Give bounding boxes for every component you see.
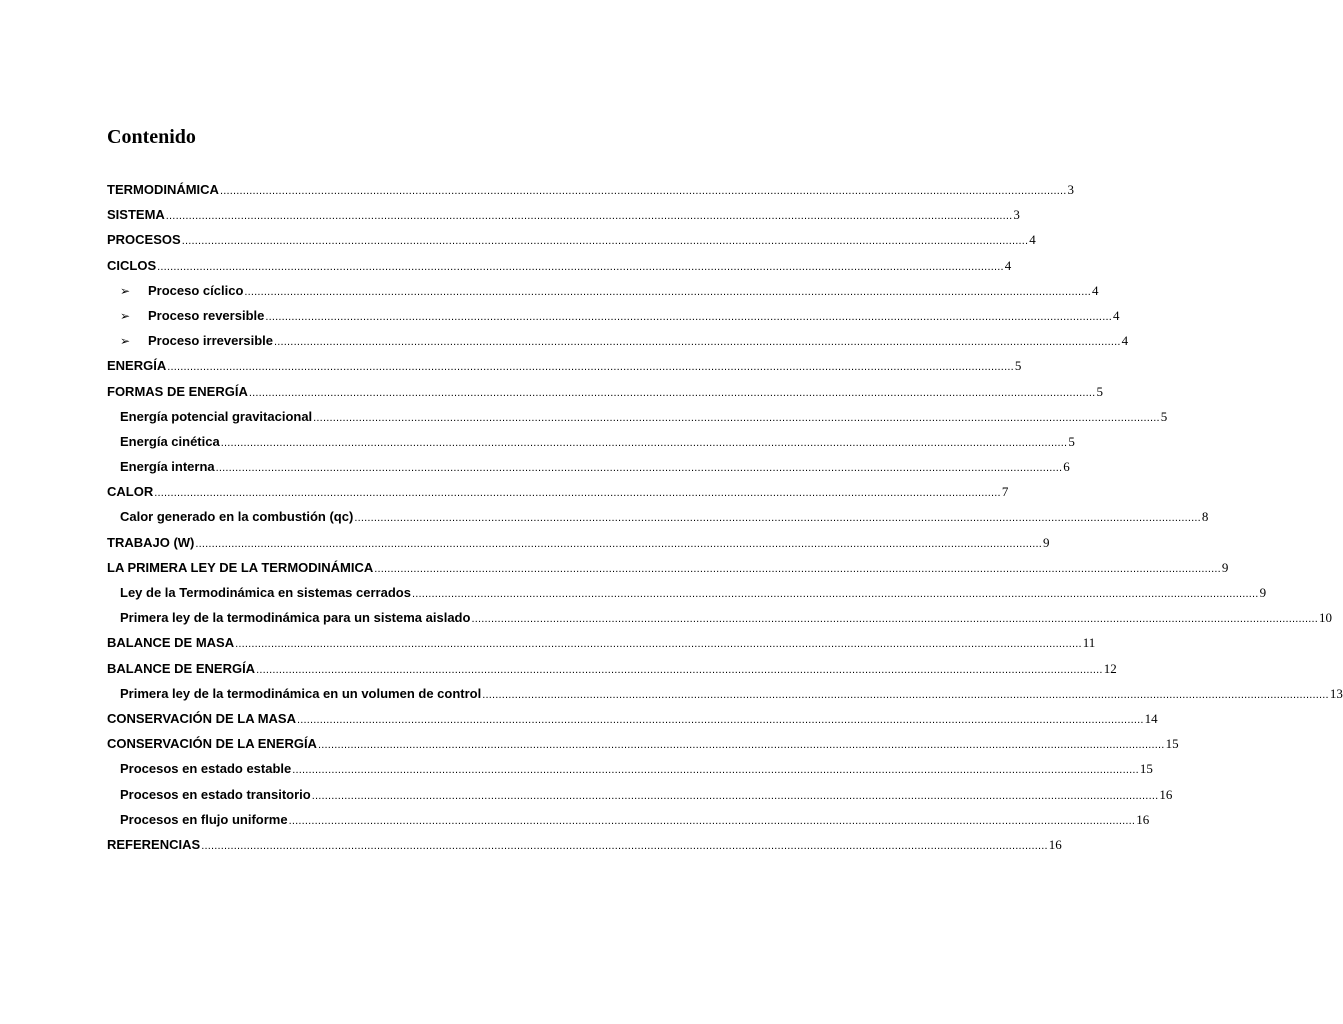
toc-page-number: 15 (1139, 761, 1153, 777)
toc-dot-leader: .................................................................................................................................................................................................................................................................... (471, 613, 1319, 626)
toc-page-number: 14 (1144, 710, 1158, 726)
toc-page-number: 4 (1004, 257, 1012, 273)
toc-dot-leader: .................................................................................................................................................................................................................................................................... (167, 361, 1014, 374)
toc-dot-leader: .................................................................................................................................................................................................................................................................... (274, 336, 1121, 349)
toc-dot-leader: .................................................................................................................................................................................................................................................................... (292, 764, 1139, 777)
toc-page-number: 10 (1319, 610, 1333, 626)
toc-dot-leader: .................................................................................................................................................................................................................................................................... (256, 663, 1103, 676)
toc-entry[interactable] (107, 328, 1129, 353)
toc-entry-label: SISTEMA (107, 207, 165, 223)
toc-dot-leader: .................................................................................................................................................................................................................................................................... (265, 310, 1112, 323)
toc-dot-leader: .................................................................................................................................................................................................................................................................... (244, 285, 1091, 298)
toc-page-number: 3 (1013, 207, 1020, 223)
toc-entry[interactable] (107, 580, 1267, 605)
toc-page-number: 13 (1329, 685, 1343, 701)
toc-entry[interactable] (107, 454, 1070, 479)
toc-entry-label: TRABAJO (W) (107, 534, 195, 550)
toc-entry-label: Ley de la Termodinámica en sistemas cerrados (120, 585, 411, 600)
toc-entry-label: BALANCE DE ENERGÍA (107, 660, 256, 676)
toc-entry[interactable] (107, 479, 1009, 504)
toc-page-number: 5 (1096, 383, 1103, 399)
toc-dot-leader: .................................................................................................................................................................................................................................................................... (313, 411, 1160, 424)
toc-dot-leader: .................................................................................................................................................................................................................................................................... (354, 512, 1201, 525)
toc-page-number: 11 (1082, 635, 1096, 651)
toc-dot-leader: .................................................................................................................................................................................................................................................................... (215, 462, 1063, 475)
arrow-bullet-icon: ➢ (120, 334, 131, 349)
toc-entry[interactable] (107, 353, 1022, 378)
toc-page-number: 4 (1121, 333, 1129, 349)
toc-page-number: 5 (1014, 358, 1022, 374)
toc-page-number: 9 (1043, 534, 1050, 550)
toc-dot-leader: .................................................................................................................................................................................................................................................................... (317, 739, 1165, 752)
toc-dot-leader: .................................................................................................................................................................................................................................................................... (154, 487, 1001, 500)
toc-page-number: 4 (1112, 307, 1120, 323)
toc-page-number: 5 (1068, 433, 1075, 449)
toc-page-number: 16 (1048, 836, 1062, 852)
toc-page-number: 8 (1201, 509, 1209, 525)
toc-entry-label: REFERENCIAS (107, 836, 201, 852)
toc-entry[interactable] (107, 177, 1075, 202)
toc-page-number: 6 (1063, 459, 1070, 475)
toc-page-number: 16 (1136, 811, 1150, 827)
toc-entry[interactable] (107, 530, 1050, 555)
toc-entry[interactable] (107, 379, 1103, 404)
toc-entry[interactable] (107, 404, 1168, 429)
toc-dot-leader: .................................................................................................................................................................................................................................................................... (248, 386, 1096, 399)
toc-dot-leader: .................................................................................................................................................................................................................................................................... (201, 839, 1048, 852)
toc-entry-label: Primera ley de la termodinámica para un sistema aislado (120, 610, 471, 626)
toc-page-number: 16 (1159, 786, 1173, 802)
toc-page-number: 3 (1067, 182, 1075, 197)
toc-dot-leader: .................................................................................................................................................................................................................................................................... (288, 814, 1136, 827)
toc-entry-label: CICLOS (107, 257, 157, 273)
toc-entry-label: PROCESOS (107, 232, 181, 248)
toc-entry-label: Procesos en estado estable (120, 761, 292, 777)
toc-entry-label: Calor generado en la combustión (qc) (120, 509, 354, 525)
toc-dot-leader: .................................................................................................................................................................................................................................................................... (235, 638, 1082, 651)
toc-page-number: 9 (1259, 585, 1267, 600)
toc-dot-leader: .................................................................................................................................................................................................................................................................... (195, 537, 1042, 550)
toc-entry-label: Primera ley de la termodinámica en un volumen de control (120, 685, 482, 701)
toc-page-number: 4 (1092, 282, 1099, 298)
toc-entry[interactable] (107, 656, 1117, 681)
toc-dot-leader: .................................................................................................................................................................................................................................................................... (220, 436, 1068, 449)
toc-entry[interactable] (107, 731, 1179, 756)
toc-entry-label: ENERGÍA (107, 358, 167, 374)
toc-page-number: 5 (1160, 408, 1168, 424)
toc-entry-label: Proceso irreversible (148, 333, 274, 349)
toc-entry[interactable] (107, 429, 1075, 454)
toc-entry[interactable] (107, 303, 1120, 328)
toc-dot-leader: .................................................................................................................................................................................................................................................................... (311, 789, 1159, 802)
toc-entry-label: Proceso reversible (148, 307, 265, 323)
toc-dot-leader: .................................................................................................................................................................................................................................................................... (482, 688, 1329, 701)
toc-entry[interactable] (107, 807, 1150, 832)
toc-dot-leader: .................................................................................................................................................................................................................................................................... (181, 235, 1029, 248)
toc-page-number: 9 (1221, 559, 1229, 575)
toc-entry[interactable] (107, 605, 1333, 630)
toc-entry-label: FORMAS DE ENERGÍA (107, 383, 248, 399)
toc-entry-label: Procesos en estado transitorio (120, 786, 311, 802)
toc-dot-leader: .................................................................................................................................................................................................................................................................... (157, 260, 1004, 273)
arrow-bullet-icon: ➢ (120, 283, 131, 298)
toc-dot-leader: .................................................................................................................................................................................................................................................................... (411, 588, 1259, 600)
toc-entry[interactable] (107, 832, 1062, 857)
toc-dot-leader: .................................................................................................................................................................................................................................................................... (219, 185, 1067, 197)
toc-entry-label: Energía potencial gravitacional (120, 408, 313, 424)
arrow-bullet-icon: ➢ (120, 308, 131, 323)
toc-entry[interactable] (107, 782, 1173, 807)
toc-entry[interactable] (107, 706, 1158, 731)
toc-entry[interactable] (107, 504, 1209, 529)
toc-entry-label: LA PRIMERA LEY DE LA TERMODINÁMICA (107, 559, 374, 575)
toc-page-number: 15 (1165, 736, 1179, 752)
toc-page-number: 12 (1103, 660, 1117, 676)
toc-dot-leader: .................................................................................................................................................................................................................................................................... (165, 210, 1013, 223)
toc-entry[interactable] (107, 227, 1036, 252)
toc-entry-label: CONSERVACIÓN DE LA MASA (107, 710, 296, 726)
toc-entry[interactable] (107, 202, 1020, 227)
table-of-contents (107, 177, 1343, 857)
toc-entry-label: Energía interna (120, 459, 215, 475)
toc-dot-leader: .................................................................................................................................................................................................................................................................... (374, 562, 1221, 575)
toc-title: Contenido (107, 126, 196, 148)
toc-entry-label: CALOR (107, 484, 154, 500)
toc-dot-leader: .................................................................................................................................................................................................................................................................... (297, 713, 1144, 726)
toc-entry-label: Energía cinética (120, 433, 220, 449)
toc-page-number: 4 (1029, 232, 1036, 248)
toc-entry-label: TERMODINÁMICA (107, 182, 219, 197)
toc-entry[interactable] (107, 253, 1012, 278)
toc-page-number: 7 (1001, 484, 1009, 500)
toc-entry-label: Proceso cíclico (148, 282, 244, 298)
toc-entry[interactable] (107, 630, 1096, 655)
toc-entry-label: CONSERVACIÓN DE LA ENERGÍA (107, 736, 317, 752)
toc-entry[interactable] (107, 555, 1229, 580)
toc-entry-label: Procesos en flujo uniforme (120, 811, 288, 827)
toc-entry[interactable] (107, 756, 1153, 781)
toc-entry-label: BALANCE DE MASA (107, 635, 235, 651)
toc-entry[interactable] (107, 278, 1099, 303)
toc-entry[interactable] (107, 681, 1343, 706)
